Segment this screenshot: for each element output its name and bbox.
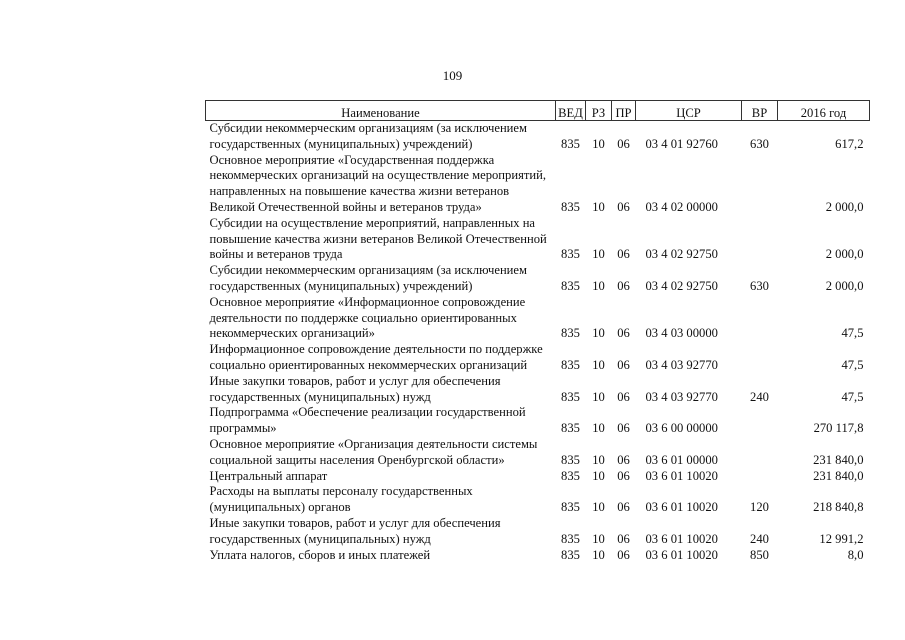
cell-amount: 47,5 (841, 389, 864, 404)
table-row (206, 516, 870, 548)
cell-pr: 06 (617, 500, 630, 515)
budget-table (205, 100, 870, 563)
cell-vr (742, 153, 778, 216)
cell-rz: 10 (592, 389, 605, 404)
cell-name: Субсидии некоммерческим организациям (за исключением государственных (муниципальных) учреждений) (209, 121, 527, 151)
cell-pr: 06 (617, 389, 630, 404)
cell-ved: 835 (561, 389, 580, 404)
cell-pr: 06 (617, 452, 630, 467)
cell-csr: 03 4 02 00000 (645, 199, 718, 214)
cell-ved: 835 (561, 452, 580, 467)
table-row (206, 437, 870, 469)
cell-vr: 850 (750, 547, 769, 562)
cell-csr: 03 4 02 92750 (645, 278, 718, 293)
table-row (206, 484, 870, 516)
cell-amount: 218 840,8 (813, 500, 864, 515)
cell-ved: 835 (561, 500, 580, 515)
cell-name: Субсидии некоммерческим организациям (за исключением государственных (муниципальных) учреждений) (209, 263, 527, 293)
cell-name: Иные закупки товаров, работ и услуг для обеспечения государственных (муниципальных) нужд (209, 515, 501, 546)
header-name: Наименование (206, 101, 556, 121)
cell-amount: 231 840,0 (813, 452, 864, 467)
page-number: 109 (442, 68, 463, 83)
cell-name: Расходы на выплаты персоналу государственных (муниципальных) органов (209, 484, 473, 515)
cell-rz: 10 (592, 199, 605, 214)
cell-pr: 06 (617, 199, 630, 214)
header-csr: ЦСР (636, 101, 742, 121)
cell-rz: 10 (592, 468, 605, 483)
table-row (206, 548, 870, 564)
cell-rz: 10 (592, 547, 605, 562)
cell-ved: 835 (561, 357, 580, 372)
cell-csr: 03 4 03 00000 (645, 326, 718, 341)
cell-csr: 03 6 00 00000 (645, 421, 718, 436)
table-row (206, 295, 870, 342)
table-row (206, 405, 870, 437)
cell-amount: 8,0 (847, 547, 864, 562)
cell-name: Субсидии на осуществление мероприятий, направленных на повышение качества жизни ветеранов Великой Отечественной войны и ветеранов труда (209, 215, 547, 262)
cell-name: Основное мероприятие «Государственная поддержка некоммерческих организаций на осуществление мероприятий, направленных на повышение качества жизни ветеранов Великой Отечественной войны и ветеранов труда» (209, 152, 546, 214)
cell-name: Информационное сопровождение деятельности по поддержке социально ориентированных некоммерческих организаций (209, 342, 543, 372)
cell-pr: 06 (617, 278, 630, 293)
cell-name: Основное мероприятие «Информационное сопровождение деятельности по поддержке социально ориентированных некоммерческих организаций» (209, 294, 526, 341)
cell-csr: 03 6 01 10020 (645, 468, 718, 483)
cell-vr (742, 437, 778, 469)
table-row (206, 469, 870, 485)
table-header-row (206, 101, 870, 121)
cell-csr: 03 6 01 10020 (645, 500, 718, 515)
cell-vr: 240 (750, 531, 769, 546)
cell-csr: 03 4 03 92770 (645, 389, 718, 404)
cell-vr (742, 405, 778, 437)
table-row (206, 263, 870, 295)
header-ved: ВЕД (556, 101, 586, 121)
cell-vr: 630 (750, 278, 769, 293)
cell-vr (742, 342, 778, 374)
cell-name: Центральный аппарат (209, 468, 328, 483)
table-row (206, 374, 870, 406)
cell-amount: 2 000,0 (825, 199, 864, 214)
cell-ved: 835 (561, 547, 580, 562)
table-row (206, 153, 870, 216)
cell-rz: 10 (592, 326, 605, 341)
cell-csr: 03 4 02 92750 (645, 247, 718, 262)
cell-rz: 10 (592, 531, 605, 546)
cell-vr (742, 295, 778, 342)
cell-amount: 47,5 (841, 357, 864, 372)
cell-csr: 03 6 01 10020 (645, 547, 718, 562)
header-pr: ПР (612, 101, 636, 121)
cell-ved: 835 (561, 421, 580, 436)
cell-vr: 120 (750, 500, 769, 515)
cell-rz: 10 (592, 500, 605, 515)
cell-ved: 835 (561, 247, 580, 262)
cell-vr (742, 469, 778, 485)
cell-amount: 2 000,0 (825, 247, 864, 262)
table-row (206, 216, 870, 263)
cell-amount: 2 000,0 (825, 278, 864, 293)
cell-amount: 231 840,0 (813, 468, 864, 483)
table-body (206, 121, 870, 564)
cell-csr: 03 4 01 92760 (645, 136, 718, 151)
cell-pr: 06 (617, 136, 630, 151)
cell-vr: 240 (750, 389, 769, 404)
header-rz: РЗ (586, 101, 612, 121)
cell-rz: 10 (592, 278, 605, 293)
header-vr: ВР (742, 101, 778, 121)
cell-amount: 270 117,8 (813, 421, 864, 436)
header-year: 2016 год (778, 101, 870, 121)
cell-pr: 06 (617, 531, 630, 546)
cell-csr: 03 4 03 92770 (645, 357, 718, 372)
table-row (206, 342, 870, 374)
cell-pr: 06 (617, 547, 630, 562)
cell-vr (742, 216, 778, 263)
cell-csr: 03 6 01 10020 (645, 531, 718, 546)
cell-name: Уплата налогов, сборов и иных платежей (209, 547, 431, 562)
cell-amount: 47,5 (841, 326, 864, 341)
cell-ved: 835 (561, 136, 580, 151)
cell-name: Подпрограмма «Обеспечение реализации государственной программы» (209, 405, 526, 436)
cell-pr: 06 (617, 421, 630, 436)
cell-name: Иные закупки товаров, работ и услуг для обеспечения государственных (муниципальных) нужд (209, 373, 501, 404)
cell-ved: 835 (561, 326, 580, 341)
cell-amount: 12 991,2 (819, 531, 864, 546)
cell-rz: 10 (592, 247, 605, 262)
table-row (206, 121, 870, 153)
cell-name: Основное мероприятие «Организация деятельности системы социальной защиты населения Оренбургской области» (209, 436, 538, 467)
cell-rz: 10 (592, 452, 605, 467)
cell-ved: 835 (561, 278, 580, 293)
cell-amount: 617,2 (835, 136, 864, 151)
cell-rz: 10 (592, 421, 605, 436)
cell-rz: 10 (592, 136, 605, 151)
cell-rz: 10 (592, 357, 605, 372)
cell-pr: 06 (617, 357, 630, 372)
cell-pr: 06 (617, 247, 630, 262)
cell-vr: 630 (750, 136, 769, 151)
cell-ved: 835 (561, 468, 580, 483)
cell-csr: 03 6 01 00000 (645, 452, 718, 467)
cell-ved: 835 (561, 199, 580, 214)
cell-pr: 06 (617, 326, 630, 341)
cell-pr: 06 (617, 468, 630, 483)
cell-ved: 835 (561, 531, 580, 546)
